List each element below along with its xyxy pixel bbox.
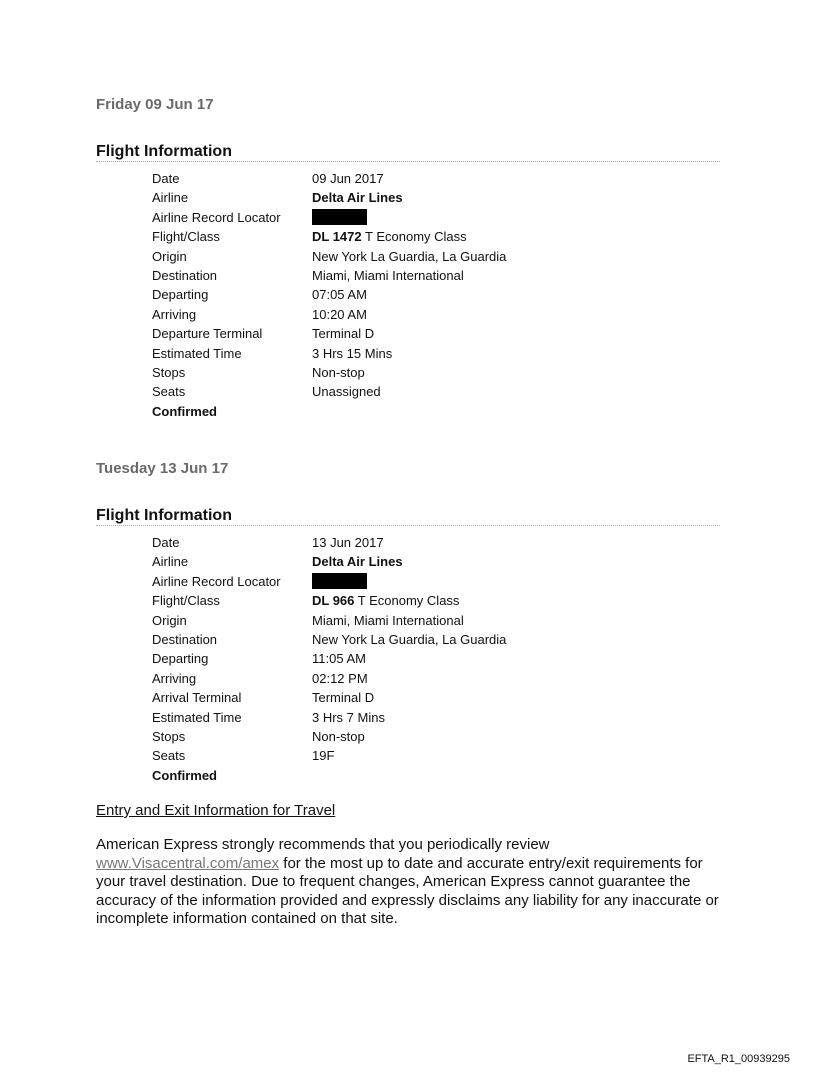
detail-row-arriving: [152, 305, 712, 324]
detail-label: Flight/Class: [152, 229, 220, 245]
detail-value: Non-stop: [312, 728, 365, 744]
detail-row-estimated-time: [152, 708, 712, 727]
detail-row-origin: [152, 611, 712, 630]
detail-label: Destination: [152, 631, 218, 647]
entry-exit-paragraph: [96, 836, 726, 929]
detail-row-status: [152, 402, 712, 421]
day-heading-1: Friday 09 Jun 17: [96, 96, 214, 113]
day-heading-2: Tuesday 13 Jun 17: [96, 460, 229, 477]
detail-row-estimated-time: [152, 344, 712, 363]
detail-row-seats: [152, 746, 712, 765]
detail-row-flight-class: [152, 227, 712, 246]
detail-row-flight-class: [152, 591, 712, 610]
detail-row-record-locator: [152, 572, 712, 591]
detail-label: Airline Record Locator: [152, 573, 281, 589]
detail-label: Flight/Class: [152, 593, 220, 609]
detail-value: Miami, Miami International: [312, 267, 464, 283]
flight-number: DL 1472: [312, 229, 362, 245]
detail-row-date: [152, 169, 712, 188]
detail-row-stops: [152, 727, 712, 746]
detail-row-date: [152, 533, 712, 552]
detail-value: Delta Air Lines: [312, 554, 403, 570]
detail-value: 19F: [312, 748, 335, 764]
detail-label: Seats: [152, 384, 186, 400]
detail-label: Airline: [152, 554, 189, 570]
detail-row-departing: [152, 285, 712, 304]
flight-info-heading-2: Flight Information: [96, 507, 720, 526]
detail-value: New York La Guardia, La Guardia: [312, 248, 507, 264]
detail-row-destination: [152, 266, 712, 285]
detail-label: Date: [152, 535, 180, 550]
detail-row-terminal: [152, 688, 712, 707]
detail-label: Estimated Time: [152, 709, 242, 725]
redaction-block: [312, 209, 367, 225]
detail-row-seats: [152, 382, 712, 401]
detail-row-status: [152, 766, 712, 785]
detail-label: Airline: [152, 190, 189, 206]
detail-label: Stops: [152, 364, 186, 380]
detail-label: Departing: [152, 287, 209, 303]
detail-value: Delta Air Lines: [312, 190, 403, 206]
fare-class: T Economy Class: [365, 229, 467, 245]
flight-class-value: [312, 227, 712, 246]
detail-value: 07:05 AM: [312, 287, 367, 303]
detail-label: Estimated Time: [152, 345, 242, 361]
detail-row-arriving: [152, 669, 712, 688]
detail-value: 10:20 AM: [312, 306, 367, 322]
detail-value: Unassigned: [312, 384, 381, 400]
detail-label: Origin: [152, 612, 187, 628]
detail-row-airline: [152, 188, 712, 207]
flight-class-value: [312, 591, 712, 610]
detail-label: Arrival Terminal: [152, 690, 242, 706]
flight-number: DL 966: [312, 593, 355, 609]
booking-status: Confirmed: [152, 767, 217, 783]
detail-label: Seats: [152, 748, 186, 764]
detail-value: New York La Guardia, La Guardia: [312, 631, 507, 647]
entry-text-start: American Express strongly recommends that you periodically review: [96, 836, 550, 853]
record-locator-value: [312, 208, 712, 227]
detail-value: 09 Jun 2017: [312, 171, 384, 186]
detail-row-origin: [152, 247, 712, 266]
redaction-block: [312, 573, 367, 589]
detail-label: Stops: [152, 728, 186, 744]
visacentral-link[interactable]: www.Visacentral.com/amex: [96, 854, 280, 872]
detail-value: Miami, Miami International: [312, 612, 464, 628]
entry-text-end: for the most up to date and accurate entry/exit requirements for your travel destination. Due to frequent changes, American Express cannot guarantee the accuracy of the information provided and expressly disclaims any liability for any inaccurate or incomplete information contained on that site.: [96, 854, 719, 927]
detail-row-stops: [152, 363, 712, 382]
detail-row-destination: [152, 630, 712, 649]
entry-exit-heading: Entry and Exit Information for Travel: [96, 802, 336, 819]
detail-label: Date: [152, 171, 180, 186]
detail-label: Departing: [152, 651, 209, 667]
flight-details-1: [152, 169, 712, 421]
detail-value: 3 Hrs 15 Mins: [312, 345, 393, 361]
detail-value: 13 Jun 2017: [312, 535, 384, 550]
detail-label: Destination: [152, 267, 218, 283]
detail-label: Airline Record Locator: [152, 209, 281, 225]
flight-info-heading-1: Flight Information: [96, 143, 720, 162]
detail-row-departing: [152, 649, 712, 668]
detail-value: 3 Hrs 7 Mins: [312, 709, 385, 725]
detail-label: Arriving: [152, 670, 197, 686]
detail-value: Terminal D: [312, 690, 375, 706]
detail-value: 11:05 AM: [312, 651, 366, 667]
record-locator-value: [312, 572, 712, 591]
detail-value: 02:12 PM: [312, 670, 368, 686]
detail-label: Origin: [152, 248, 187, 264]
detail-row-terminal: [152, 324, 712, 343]
document-id: EFTA_R1_00939295: [687, 1053, 790, 1065]
detail-row-airline: [152, 552, 712, 571]
detail-value: Non-stop: [312, 364, 365, 380]
flight-details-2: [152, 533, 712, 785]
fare-class: T Economy Class: [357, 593, 460, 609]
detail-row-record-locator: [152, 208, 712, 227]
booking-status: Confirmed: [152, 403, 217, 419]
detail-label: Departure Terminal: [152, 326, 263, 342]
detail-label: Arriving: [152, 306, 197, 322]
detail-value: Terminal D: [312, 326, 375, 342]
